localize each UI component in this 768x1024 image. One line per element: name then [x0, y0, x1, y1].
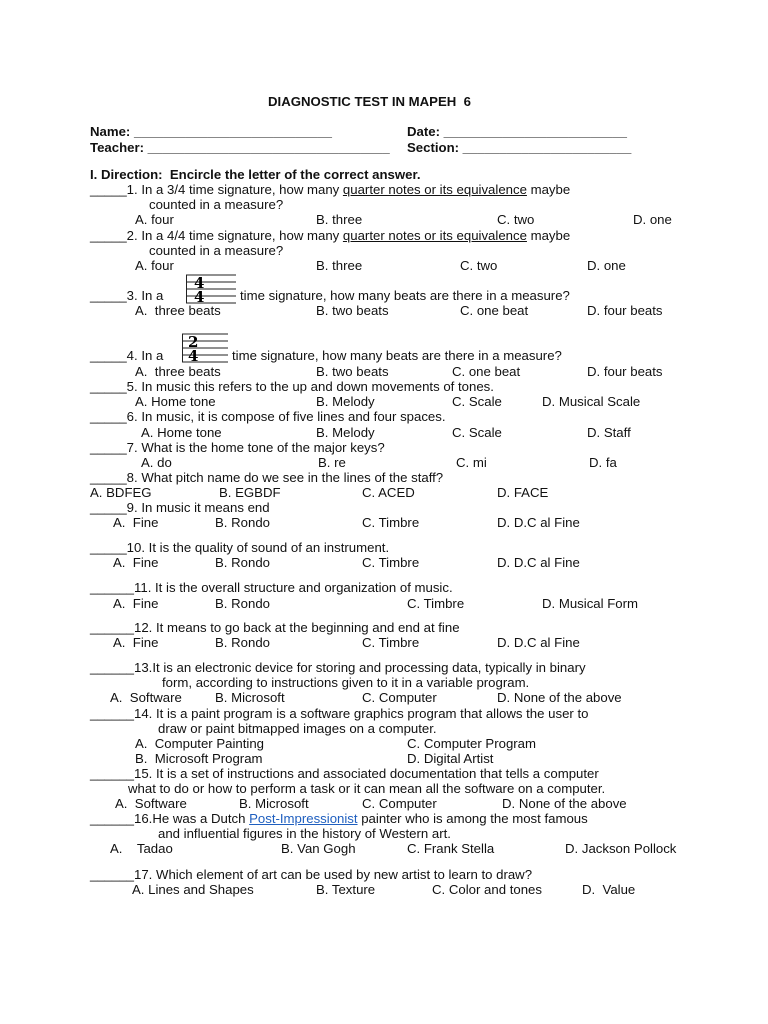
q12-option-c[interactable]: C. Timbre — [362, 635, 420, 650]
question-4: _____4. In a — [90, 348, 164, 363]
q6-option-a[interactable]: A. Home tone — [141, 425, 222, 440]
q1-option-d[interactable]: D. one — [633, 212, 672, 227]
question-15: ______15. It is a set of instructions and associated documentation that tells a computer — [90, 766, 599, 781]
q8-option-d[interactable]: D. FACE — [497, 485, 549, 500]
q15-option-b[interactable]: B. Microsoft — [239, 796, 309, 811]
q15-option-c[interactable]: C. Computer — [362, 796, 437, 811]
q3-option-d[interactable]: D. four beats — [587, 303, 663, 318]
question-14-cont: draw or paint bitmapped images on a computer. — [158, 721, 437, 736]
q4-option-b[interactable]: B. two beats — [316, 364, 389, 379]
question-6: _____6. In music, it is compose of five lines and four spaces. — [90, 409, 446, 424]
direction-text: I. Direction: Encircle the letter of the correct answer. — [90, 167, 421, 182]
q1-option-a[interactable]: A. four — [135, 212, 174, 227]
time-signature-4-4 — [186, 274, 236, 304]
q2-option-b[interactable]: B. three — [316, 258, 363, 273]
q2-option-d[interactable]: D. one — [587, 258, 626, 273]
q12-option-d[interactable]: D. D.C al Fine — [497, 635, 580, 650]
q10-option-d[interactable]: D. D.C al Fine — [497, 555, 580, 570]
q15-option-a[interactable]: A. Software — [115, 796, 187, 811]
q13-option-a[interactable]: A. Software — [110, 690, 182, 705]
question-13-cont: form, according to instructions given to it in a variable program. — [162, 675, 530, 690]
q10-option-a[interactable]: A. Fine — [113, 555, 159, 570]
question-1-cont: counted in a measure? — [149, 197, 284, 212]
q6-option-d[interactable]: D. Staff — [587, 425, 631, 440]
question-13: ______13.It is an electronic device for storing and processing data, typically in binary — [90, 660, 586, 675]
teacher-field: Teacher: _________________________________ — [90, 140, 390, 155]
q4-option-a[interactable]: A. three beats — [135, 364, 221, 379]
q12-option-b[interactable]: B. Rondo — [215, 635, 270, 650]
question-16: ______16.He was a Dutch Post-Impressionist painter who is among the most famous — [90, 811, 588, 826]
question-1: _____1. In a 3/4 time signature, how many quarter notes or its equivalence maybe — [90, 182, 571, 197]
q17-option-a[interactable]: A. Lines and Shapes — [132, 882, 254, 897]
name-field: Name: ___________________________ — [90, 124, 332, 139]
question-9: _____9. In music it means end — [90, 500, 270, 515]
q13-option-b[interactable]: B. Microsoft — [215, 690, 285, 705]
q10-option-b[interactable]: B. Rondo — [215, 555, 270, 570]
q5-option-d[interactable]: D. Musical Scale — [542, 394, 641, 409]
q7-option-a[interactable]: A. do — [141, 455, 172, 470]
q9-option-d[interactable]: D. D.C al Fine — [497, 515, 580, 530]
q17-option-b[interactable]: B. Texture — [316, 882, 376, 897]
question-3: _____3. In a — [90, 288, 164, 303]
time-sig-top: 2 — [188, 333, 199, 351]
q3-option-c[interactable]: C. one beat — [460, 303, 529, 318]
time-sig-top: 4 — [194, 274, 205, 292]
question-17: ______17. Which element of art can be used by new artist to learn to draw? — [90, 867, 533, 882]
q5-option-b[interactable]: B. Melody — [316, 394, 375, 409]
question-3-text: time signature, how many beats are there in a measure? — [240, 288, 570, 303]
question-7: _____7. What is the home tone of the major keys? — [90, 440, 385, 455]
q14-option-d[interactable]: D. Digital Artist — [407, 751, 494, 766]
q11-option-c[interactable]: C. Timbre — [407, 596, 465, 611]
q6-option-c[interactable]: C. Scale — [452, 425, 502, 440]
time-sig-bottom: 4 — [188, 347, 199, 363]
q14-option-b[interactable]: B. Microsoft Program — [135, 751, 263, 766]
q15-option-d[interactable]: D. None of the above — [502, 796, 627, 811]
q7-option-b[interactable]: B. re — [318, 455, 346, 470]
q8-option-b[interactable]: B. EGBDF — [219, 485, 281, 500]
q16-option-d[interactable]: D. Jackson Pollock — [565, 841, 677, 856]
question-11: ______11. It is the overall structure and organization of music. — [90, 580, 453, 595]
question-12: ______12. It means to go back at the beginning and end at fine — [90, 620, 460, 635]
q5-option-c[interactable]: C. Scale — [452, 394, 502, 409]
q13-option-d[interactable]: D. None of the above — [497, 690, 622, 705]
q16-option-c[interactable]: C. Frank Stella — [407, 841, 495, 856]
q13-option-c[interactable]: C. Computer — [362, 690, 437, 705]
q10-option-c[interactable]: C. Timbre — [362, 555, 420, 570]
page-title: DIAGNOSTIC TEST IN MAPEH 6 — [268, 94, 471, 109]
q8-option-c[interactable]: C. ACED — [362, 485, 415, 500]
question-10: _____10. It is the quality of sound of an instrument. — [90, 540, 390, 555]
q6-option-b[interactable]: B. Melody — [316, 425, 375, 440]
q11-option-a[interactable]: A. Fine — [113, 596, 159, 611]
q8-option-a[interactable]: A. BDFEG — [90, 485, 152, 500]
q4-option-d[interactable]: D. four beats — [587, 364, 663, 379]
post-impressionist-link[interactable]: Post-Impressionist — [249, 811, 358, 826]
time-sig-bottom: 4 — [194, 288, 205, 304]
q9-option-a[interactable]: A. Fine — [113, 515, 159, 530]
q2-option-c[interactable]: C. two — [460, 258, 498, 273]
q14-option-c[interactable]: C. Computer Program — [407, 736, 536, 751]
question-2-cont: counted in a measure? — [149, 243, 284, 258]
q17-option-c[interactable]: C. Color and tones — [432, 882, 542, 897]
q1-option-b[interactable]: B. three — [316, 212, 363, 227]
q7-option-d[interactable]: D. fa — [589, 455, 617, 470]
question-8: _____8. What pitch name do we see in the lines of the staff? — [90, 470, 444, 485]
time-signature-2-4 — [182, 333, 228, 363]
q9-option-b[interactable]: B. Rondo — [215, 515, 270, 530]
q11-option-b[interactable]: B. Rondo — [215, 596, 270, 611]
date-field: Date: _________________________ — [407, 124, 627, 139]
q3-option-a[interactable]: A. three beats — [135, 303, 221, 318]
q16-option-a[interactable]: A. Tadao — [110, 841, 173, 856]
question-14: ______14. It is a paint program is a software graphics program that allows the user to — [90, 706, 589, 721]
question-4-text: time signature, how many beats are there in a measure? — [232, 348, 562, 363]
q2-option-a[interactable]: A. four — [135, 258, 174, 273]
question-2: _____2. In a 4/4 time signature, how many quarter notes or its equivalence maybe — [90, 228, 571, 243]
question-5: _____5. In music this refers to the up and down movements of tones. — [90, 379, 494, 394]
q17-option-d[interactable]: D. Value — [582, 882, 636, 897]
question-15-cont: what to do or how to perform a task or it can mean all the software on a computer. — [128, 781, 606, 796]
q3-option-b[interactable]: B. two beats — [316, 303, 389, 318]
q12-option-a[interactable]: A. Fine — [113, 635, 159, 650]
q11-option-d[interactable]: D. Musical Form — [542, 596, 638, 611]
q1-option-c[interactable]: C. two — [497, 212, 535, 227]
q5-option-a[interactable]: A. Home tone — [135, 394, 216, 409]
q9-option-c[interactable]: C. Timbre — [362, 515, 420, 530]
q4-option-c[interactable]: C. one beat — [452, 364, 521, 379]
question-16-cont: and influential figures in the history of Western art. — [158, 826, 451, 841]
section-field: Section: _______________________ — [407, 140, 632, 155]
q14-option-a[interactable]: A. Computer Painting — [135, 736, 265, 751]
q16-option-b[interactable]: B. Van Gogh — [281, 841, 356, 856]
q7-option-c[interactable]: C. mi — [456, 455, 487, 470]
